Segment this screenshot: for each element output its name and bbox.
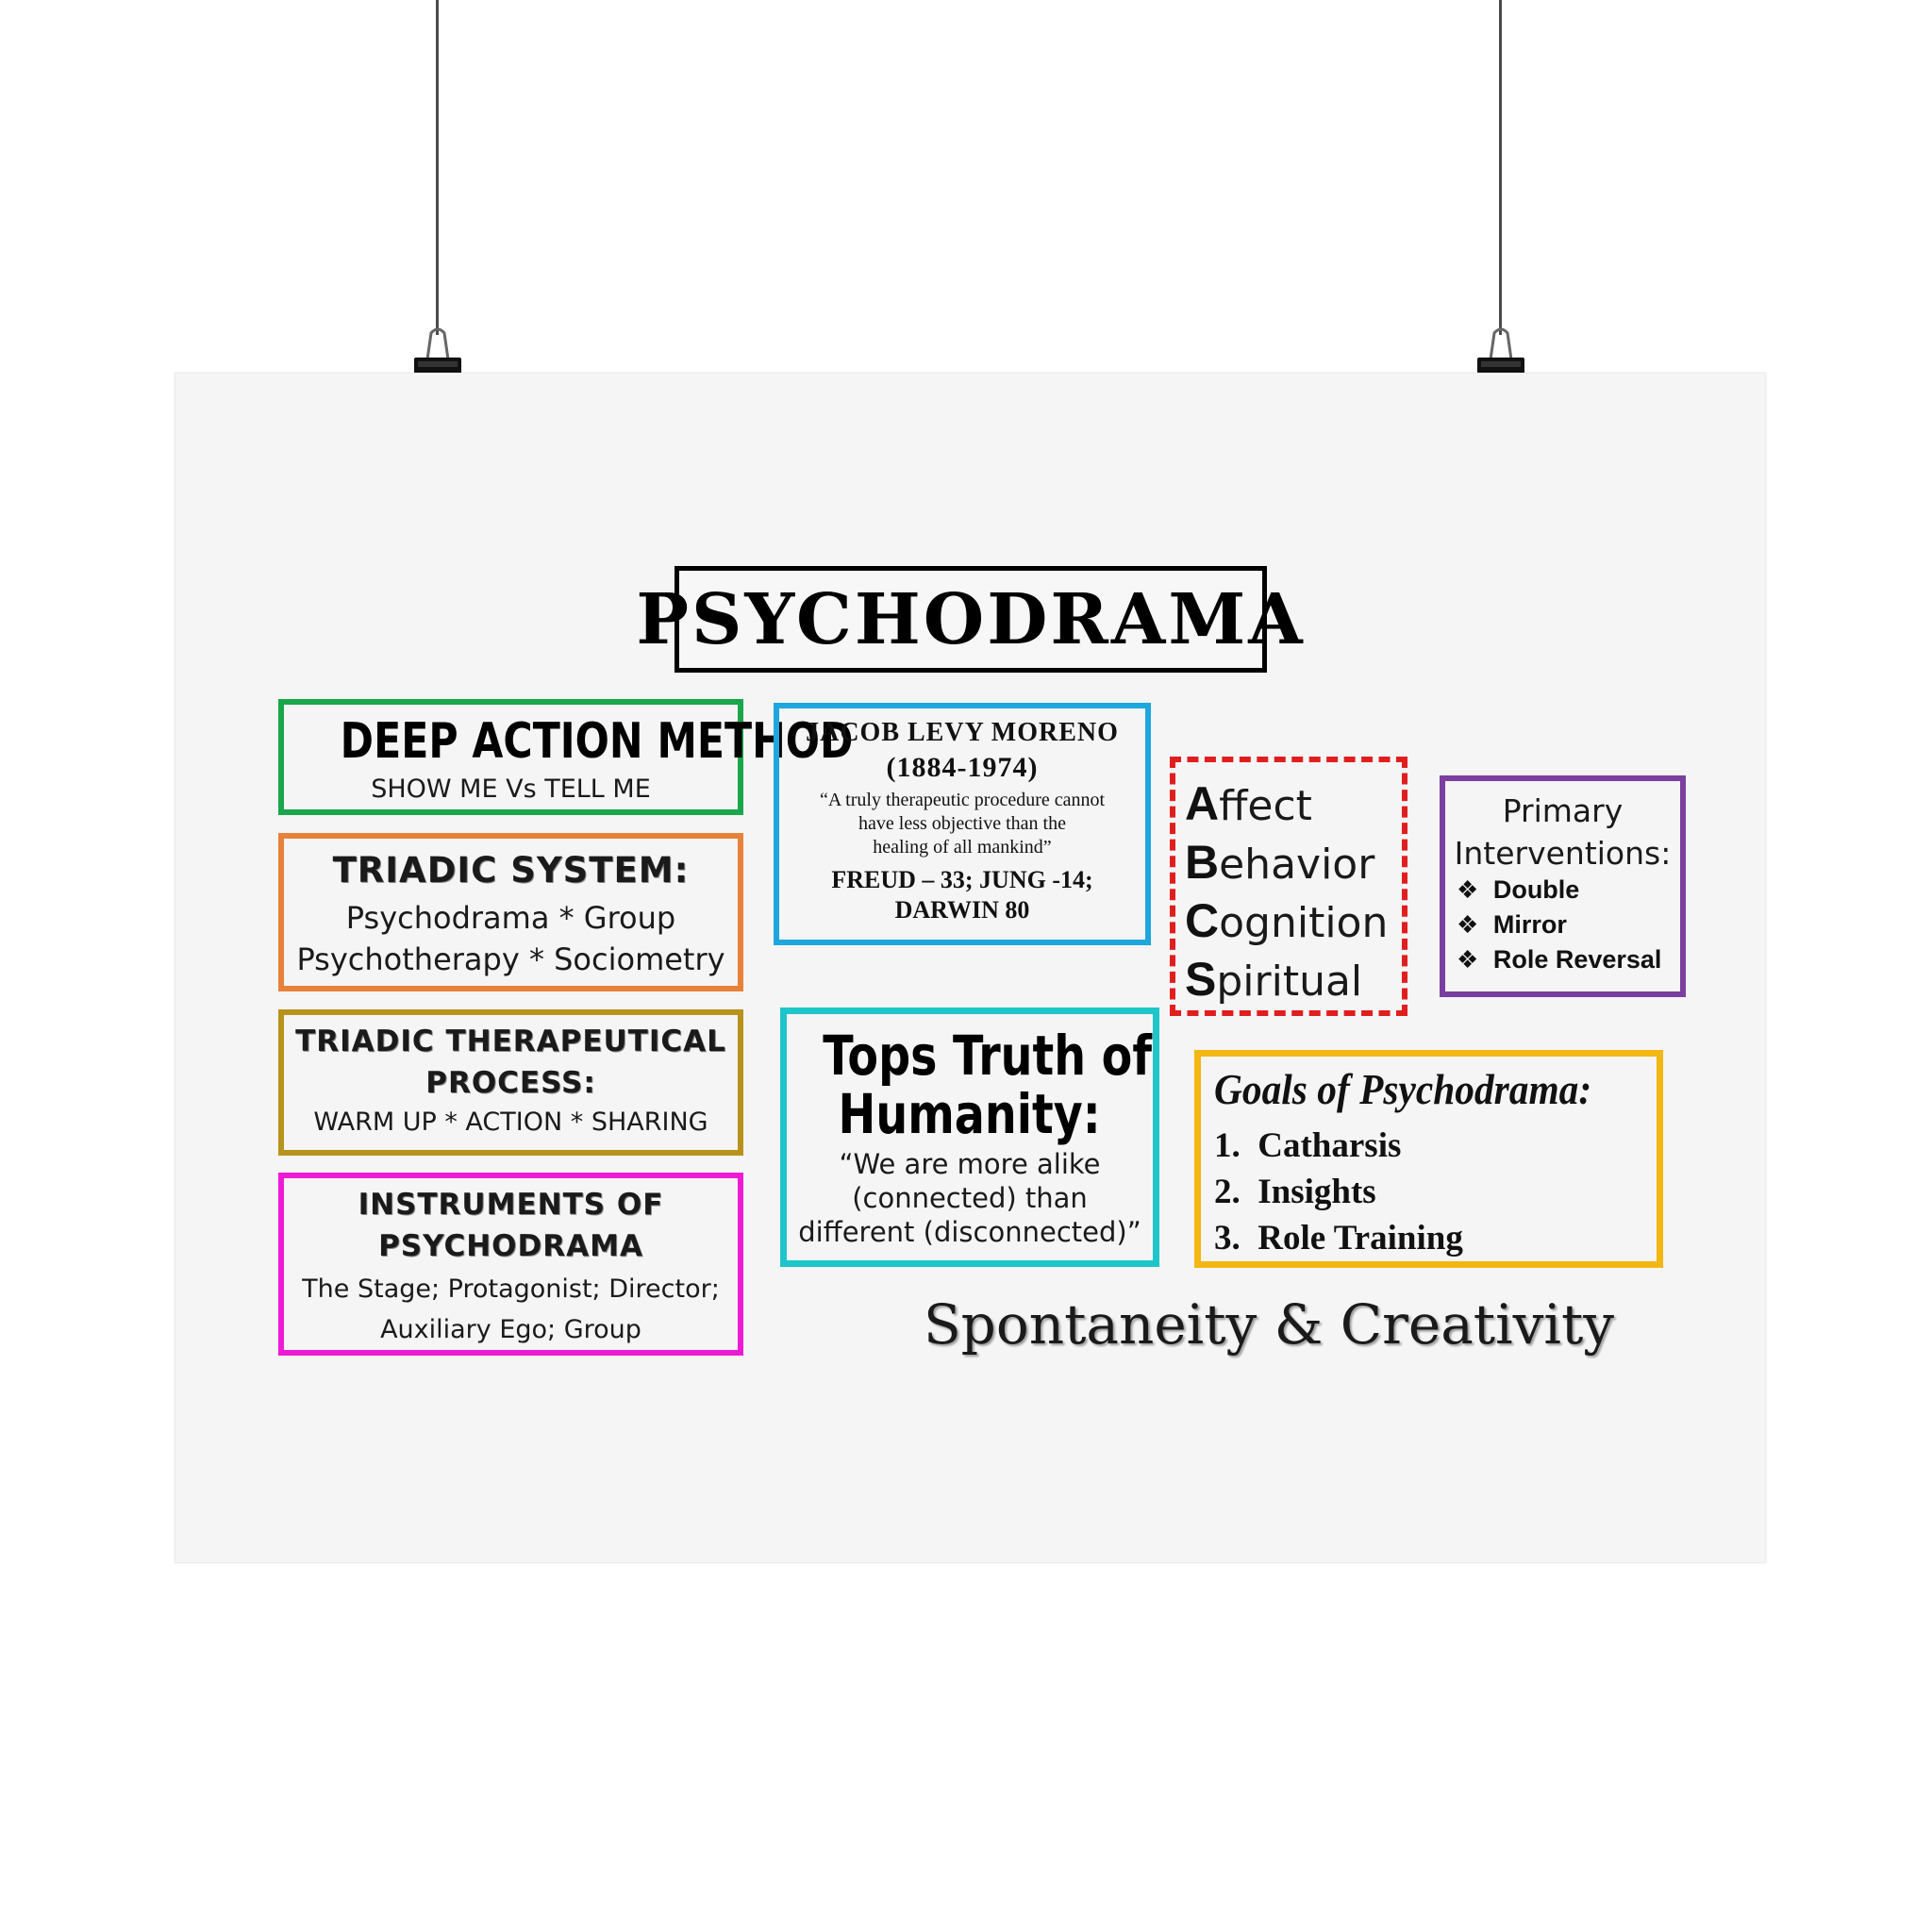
interventions-item-label: Mirror [1492,910,1567,939]
footer-tagline: Spontaneity & Creativity [923,1292,1615,1357]
goals-heading: Goals of Psychodrama: [1214,1065,1592,1113]
tops-truth-heading-1: Tops Truth of [823,1024,1153,1088]
goals-item: 3. Role Training [1214,1219,1463,1257]
abcs-letter: S [1185,953,1217,1006]
diamond-bullet-icon: ❖ [1457,910,1479,939]
goals-item: 2. Insights [1214,1173,1376,1211]
abcs-box [1170,757,1407,1016]
hanging-wire-left [436,0,439,335]
abcs-item [1185,892,1402,949]
interventions-item-label: Role Reversal [1492,945,1662,974]
moreno-box [774,703,1151,945]
instruments-heading-1: INSTRUMENTS OF [358,1188,664,1222]
instruments-line1: The Stage; Protagonist; Director; [302,1274,720,1304]
moreno-quote-2: have less objective than the [858,813,1066,834]
abcs-letter: C [1185,894,1220,947]
triadic-process-sub: WARM UP * ACTION * SHARING [313,1108,708,1137]
tops-truth-line1: “We are more alike [839,1148,1101,1180]
abcs-item [1185,775,1402,832]
interventions-item [1457,875,1680,905]
abcs-rest: piritual [1216,958,1363,1006]
interventions-item [1457,945,1680,974]
poster-title-box [636,566,1306,673]
interventions-item-label: Double [1492,875,1580,904]
triadic-system-line1: Psychodrama * Group [345,900,676,936]
triadic-process-heading-1: TRIADIC THERAPEUTICAL [295,1024,726,1058]
instruments-heading-2: PSYCHODRAMA [378,1229,643,1263]
abcs-rest: ognition [1219,899,1389,947]
interventions-heading-2: Interventions: [1454,835,1672,872]
tops-truth-line3: different (disconnected)” [798,1216,1141,1248]
moreno-years: (1884-1974) [886,752,1039,783]
interventions-heading-1: Primary [1502,792,1624,829]
abcs-item [1185,834,1402,891]
abcs-letter: B [1185,836,1220,889]
diamond-bullet-icon: ❖ [1457,875,1479,904]
instruments-line2: Auxiliary Ego; Group [380,1315,641,1344]
moreno-stats-2: DARWIN 80 [894,896,1030,924]
triadic-system-box [278,833,743,991]
triadic-process-heading-2: PROCESS: [425,1066,596,1100]
abcs-rest: ffect [1219,782,1312,830]
moreno-stats-1: FREUD – 33; JUNG -14; [831,866,1093,893]
diamond-bullet-icon: ❖ [1457,945,1479,974]
triadic-system-line2: Psychotherapy * Sociometry [296,941,725,977]
tops-truth-heading-2: Humanity: [838,1082,1102,1146]
deep-action-box [278,699,854,815]
instruments-box [278,1173,743,1356]
moreno-name: JACOB LEVY MORENO [806,718,1119,747]
goals-item: 1. Catharsis [1214,1126,1402,1165]
tops-truth-box [780,1008,1159,1267]
abcs-item [1185,951,1402,1008]
poster-title: PSYCHODRAMA [636,578,1306,660]
deep-action-sub: SHOW ME Vs TELL ME [371,774,651,804]
triadic-system-heading: TRIADIC SYSTEM: [332,850,690,891]
abcs-letter: A [1185,777,1220,830]
moreno-quote-1: “A truly therapeutic procedure cannot [819,790,1106,810]
triadic-process-box [278,1009,743,1156]
abcs-rest: ehavior [1219,841,1375,889]
interventions-item [1457,910,1680,940]
interventions-box [1440,775,1686,997]
goals-box [1194,1050,1663,1268]
deep-action-heading: DEEP ACTION METHOD [340,713,854,770]
hanging-wire-right [1499,0,1502,335]
tops-truth-line2: (connected) than [852,1182,1088,1214]
moreno-quote-3: healing of all mankind” [873,837,1052,858]
